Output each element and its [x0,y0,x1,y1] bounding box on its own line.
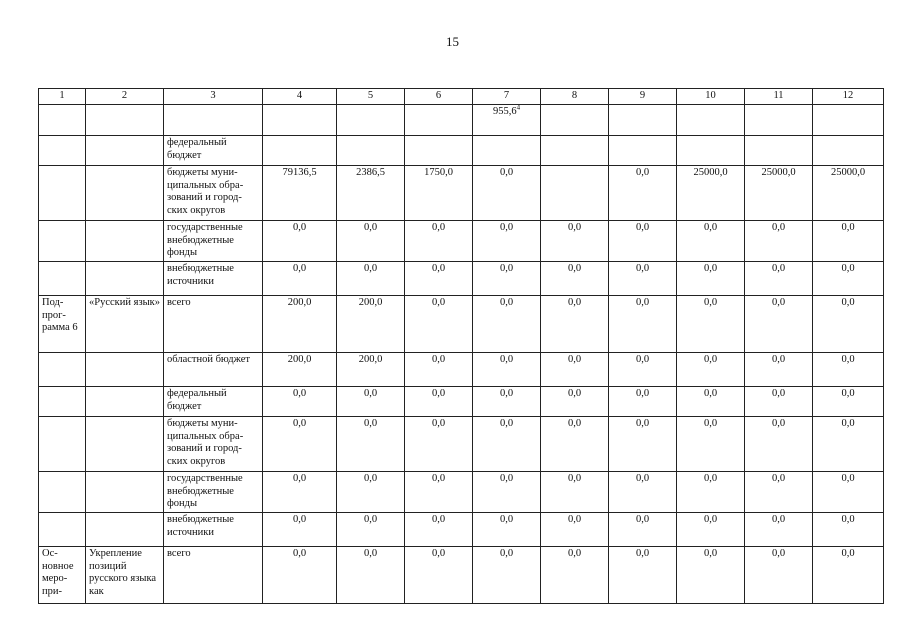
amount-cell: 0,0 [677,417,745,472]
amount-cell: 0,0 [263,547,337,604]
program-label-cell [39,387,86,417]
amount-cell: 0,0 [337,547,405,604]
amount-cell: 0,0 [337,472,405,513]
funding-source-cell: федеральный бюджет [164,136,263,166]
table-row [39,353,884,387]
amount-cell: 0,0 [677,353,745,387]
table-row [39,513,884,547]
column-number: 8 [541,89,609,105]
amount-cell: 25000,0 [813,166,884,221]
amount-cell [541,166,609,221]
amount-cell: 0,0 [541,353,609,387]
program-label-cell [39,353,86,387]
amount-cell: 0,0 [677,296,745,353]
table-cell [609,105,677,136]
amount-cell: 2386,5 [337,166,405,221]
amount-cell [677,136,745,166]
table-body [39,136,884,604]
amount-cell: 0,0 [541,417,609,472]
program-label-cell [39,136,86,166]
amount-cell: 0,0 [677,221,745,262]
amount-cell: 0,0 [473,387,541,417]
amount-cell: 0,0 [541,262,609,296]
amount-cell: 0,0 [677,387,745,417]
amount-cell: 0,0 [541,547,609,604]
funding-source-cell: федеральный бюджет [164,387,263,417]
funding-source-cell: областной бюджет [164,353,263,387]
amount-cell [813,136,884,166]
funding-source-cell: государственные внебюджетные фонды [164,472,263,513]
table-cell [164,105,263,136]
amount-cell: 0,0 [745,296,813,353]
amount-cell: 0,0 [541,472,609,513]
program-name-cell [86,353,164,387]
amount-cell: 0,0 [263,221,337,262]
table-row [39,105,884,136]
amount-cell: 0,0 [745,513,813,547]
amount-cell: 0,0 [405,221,473,262]
table-cell [405,105,473,136]
cell-value: 955,6 [492,106,517,117]
amount-cell: 0,0 [609,166,677,221]
amount-cell: 0,0 [813,353,884,387]
table-cell [86,105,164,136]
program-label-cell: Ос-новное меро-при- [39,547,86,604]
amount-cell: 0,0 [263,513,337,547]
funding-source-cell: внебюджетные источники [164,513,263,547]
amount-cell: 25000,0 [677,166,745,221]
amount-cell: 0,0 [745,387,813,417]
program-name-cell [86,417,164,472]
amount-cell: 0,0 [745,417,813,472]
table-cell [541,105,609,136]
column-number: 7 [473,89,541,105]
column-number: 1 [39,89,86,105]
amount-cell: 0,0 [405,296,473,353]
amount-cell [541,136,609,166]
amount-cell: 0,0 [473,547,541,604]
amount-cell: 0,0 [541,221,609,262]
table-row [39,472,884,513]
amount-cell: 0,0 [405,387,473,417]
amount-cell: 25000,0 [745,166,813,221]
amount-cell: 0,0 [473,296,541,353]
amount-cell [263,136,337,166]
amount-cell: 0,0 [677,547,745,604]
amount-cell: 0,0 [263,262,337,296]
program-name-cell [86,221,164,262]
table-cell [745,105,813,136]
table-row [39,387,884,417]
amount-cell: 0,0 [813,547,884,604]
amount-cell: 0,0 [609,513,677,547]
amount-cell: 0,0 [813,513,884,547]
program-name-cell [86,136,164,166]
amount-cell [337,136,405,166]
program-name-cell [86,166,164,221]
column-number: 9 [609,89,677,105]
amount-cell: 0,0 [609,221,677,262]
column-number-row [39,89,884,105]
amount-cell: 0,0 [609,296,677,353]
program-label-cell [39,262,86,296]
funding-source-cell: всего [164,547,263,604]
program-label-cell [39,417,86,472]
table-row [39,547,884,604]
amount-cell: 0,0 [609,417,677,472]
table-row [39,136,884,166]
amount-cell: 0,0 [677,262,745,296]
program-name-cell: «Русский язык» [86,296,164,353]
amount-cell: 0,0 [813,221,884,262]
column-number: 6 [405,89,473,105]
table-row [39,166,884,221]
funding-source-cell: государственные внебюджетные фонды [164,221,263,262]
amount-cell: 0,0 [541,513,609,547]
amount-cell: 0,0 [473,513,541,547]
column-number: 12 [813,89,884,105]
program-name-cell [86,387,164,417]
table-row [39,417,884,472]
amount-cell: 0,0 [473,472,541,513]
program-label-cell [39,513,86,547]
program-name-cell: Укрепление позиций русского языка как [86,547,164,604]
amount-cell: 79136,5 [263,166,337,221]
amount-cell: 0,0 [405,353,473,387]
footnote-marker: 4 [516,104,521,112]
funding-source-cell: бюджеты муни-ципальных обра-зований и город-ских округов [164,417,263,472]
column-number: 11 [745,89,813,105]
program-name-cell [86,262,164,296]
amount-cell: 0,0 [473,353,541,387]
amount-cell: 0,0 [337,417,405,472]
amount-cell: 0,0 [745,221,813,262]
amount-cell: 0,0 [405,262,473,296]
table-cell [39,105,86,136]
amount-cell: 0,0 [813,296,884,353]
amount-cell: 0,0 [813,472,884,513]
amount-cell: 0,0 [745,353,813,387]
amount-cell: 0,0 [405,513,473,547]
table-row [39,262,884,296]
program-label-cell [39,221,86,262]
column-number: 10 [677,89,745,105]
column-number: 5 [337,89,405,105]
amount-cell [405,136,473,166]
program-name-cell [86,513,164,547]
column-number: 2 [86,89,164,105]
amount-cell: 1750,0 [405,166,473,221]
funding-source-cell: всего [164,296,263,353]
amount-cell: 0,0 [337,513,405,547]
amount-cell: 0,0 [609,262,677,296]
amount-cell: 200,0 [337,296,405,353]
amount-cell: 0,0 [541,387,609,417]
amount-cell: 0,0 [405,472,473,513]
program-name-cell [86,472,164,513]
funding-source-cell: бюджеты муни-ципальных обра-зований и город-ских округов [164,166,263,221]
amount-cell: 200,0 [337,353,405,387]
program-label-cell: Под-прог-рамма 6 [39,296,86,353]
table-cell [813,105,884,136]
amount-cell: 0,0 [541,296,609,353]
amount-cell [745,136,813,166]
amount-cell: 0,0 [813,262,884,296]
amount-cell: 0,0 [473,417,541,472]
program-label-cell [39,472,86,513]
amount-cell [473,136,541,166]
amount-cell: 0,0 [473,166,541,221]
amount-cell: 0,0 [745,547,813,604]
amount-cell: 0,0 [473,262,541,296]
amount-cell: 200,0 [263,296,337,353]
amount-cell: 200,0 [263,353,337,387]
amount-cell: 0,0 [609,353,677,387]
amount-cell: 0,0 [405,547,473,604]
amount-cell: 0,0 [745,472,813,513]
amount-cell: 0,0 [609,547,677,604]
amount-cell: 0,0 [337,221,405,262]
program-label-cell [39,166,86,221]
amount-cell: 0,0 [677,472,745,513]
table-cell [263,105,337,136]
amount-cell: 0,0 [609,472,677,513]
amount-cell: 0,0 [337,262,405,296]
column-number: 4 [263,89,337,105]
funding-source-cell: внебюджетные источники [164,262,263,296]
table-row [39,296,884,353]
table-cell [337,105,405,136]
amount-cell: 0,0 [337,387,405,417]
page-number: 15 [446,34,459,49]
amount-cell: 0,0 [813,417,884,472]
amount-cell: 0,0 [263,417,337,472]
amount-cell: 0,0 [263,387,337,417]
amount-cell: 0,0 [473,221,541,262]
amount-cell: 0,0 [677,513,745,547]
column-number: 3 [164,89,263,105]
table-row [39,221,884,262]
table-cell [473,105,541,136]
amount-cell: 0,0 [263,472,337,513]
amount-cell [609,136,677,166]
budget-table [38,88,884,604]
amount-cell: 0,0 [813,387,884,417]
table-cell [677,105,745,136]
amount-cell: 0,0 [609,387,677,417]
amount-cell: 0,0 [745,262,813,296]
amount-cell: 0,0 [405,417,473,472]
